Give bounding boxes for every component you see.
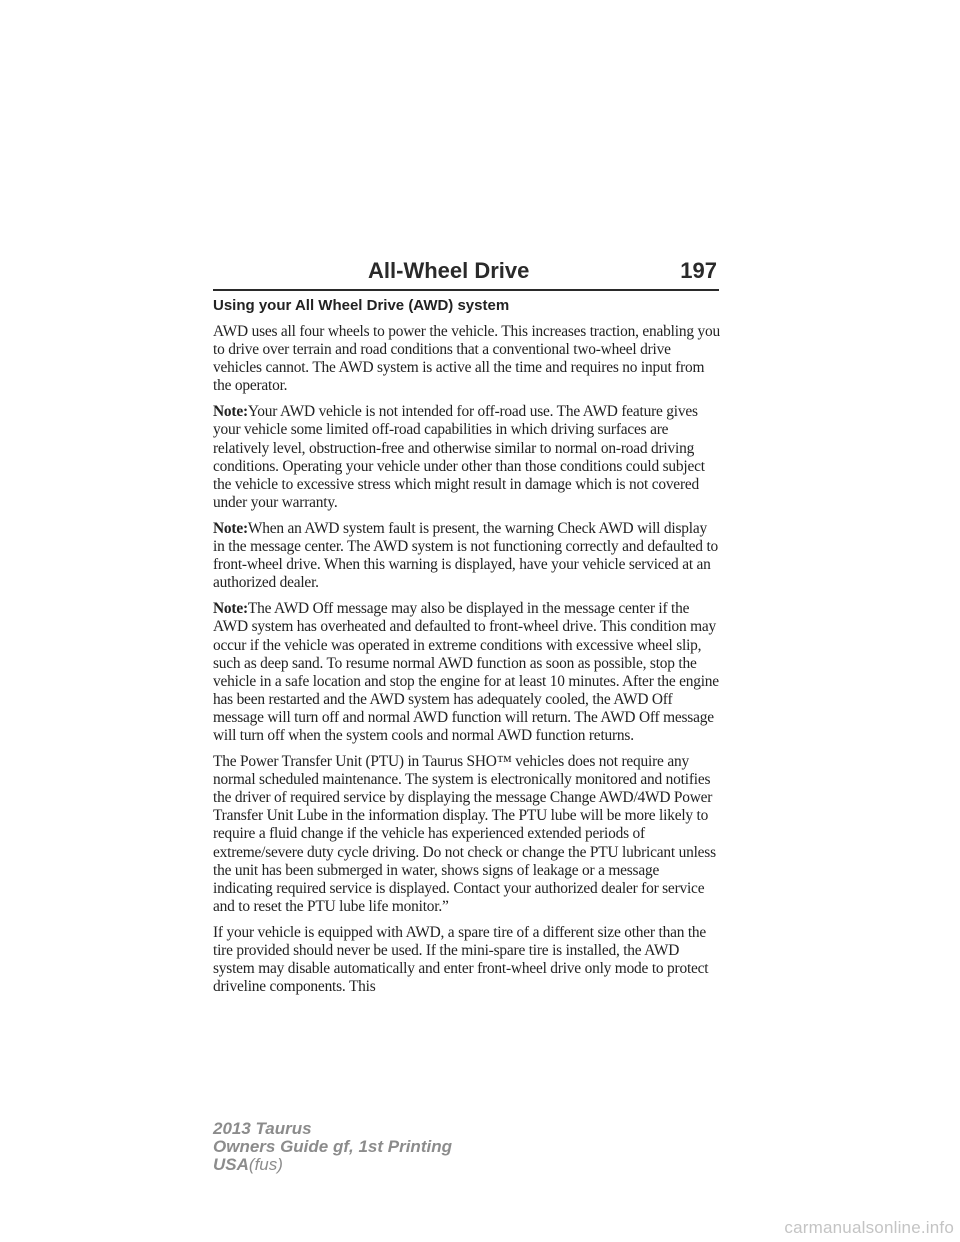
note-label: Note: bbox=[213, 600, 248, 618]
note-text: Your AWD vehicle is not intended for off-road use. The AWD feature gives your vehicle some limited off-road capabilities in which driving surfaces are relatively level, obstruction-free and otherwise similar to normal on-road driving conditions. Operating your vehicle under other than those conditions could subject the vehicle to excessive stress which might result in damage which is not covered under your warranty. bbox=[213, 403, 705, 511]
note-text: When an AWD system fault is present, the warning Check AWD will display in the message center. The AWD system is not functioning correctly and defaulted to front-wheel drive. When this warning is displayed, have your vehicle serviced at an authorized dealer. bbox=[213, 519, 719, 592]
ptu-paragraph: The Power Transfer Unit (PTU) in Taurus SHO™ vehicles does not require any normal scheduled maintenance. The system is electronically monitored and notifies the driver of required service by displaying the message Change AWD/4WD Power Transfer Unit Lube in the information display. The PTU lube will be more likely to require a fluid change if the vehicle has experienced extended periods of extreme/severe duty cycle driving. Do not check or change the PTU lubricant unless the unit has been submerged in water, shows signs of leakage or a message indicating required service is displayed. Contact your authorized dealer for service and to reset the PTU lube life monitor.” bbox=[213, 753, 716, 915]
footer-model: 2013 Taurus bbox=[213, 1119, 312, 1138]
footer-edition: Owners Guide gf, 1st Printing bbox=[213, 1137, 452, 1156]
footer-region-main: USA bbox=[213, 1155, 249, 1174]
page-title: All-Wheel Drive bbox=[368, 258, 530, 283]
footer-region bbox=[213, 1156, 452, 1174]
header-divider bbox=[213, 289, 719, 291]
intro-paragraph: AWD uses all four wheels to power the vehicle. This increases traction, enabling you to drive over terrain and road conditions that a conventional two-wheel drive vehicles cannot. The AWD system is active all the time and requires no input from the operator. bbox=[213, 323, 720, 395]
section-heading: Using your All Wheel Drive (AWD) system bbox=[213, 297, 510, 314]
footer-region-code: (fus) bbox=[248, 1155, 283, 1174]
note-label: Note: bbox=[213, 403, 248, 421]
note-paragraph bbox=[213, 600, 720, 745]
note-paragraph bbox=[213, 520, 720, 592]
note-paragraph bbox=[213, 403, 720, 512]
note-text: The AWD Off message may also be displayed in the message center if the AWD system has overheated and defaulted to front-wheel drive. This condition may occur if the vehicle was operated in extreme conditions with excessive wheel slip, such as deep sand. To resume normal AWD function as soon as possible, stop the vehicle in a safe location and stop the engine for at least 10 minutes. After the engine has been restarted and the AWD system has adequately cooled, the AWD Off message will turn off and normal AWD function will return. The AWD Off message will turn off when the system cools and normal AWD function returns. bbox=[213, 600, 719, 744]
page-number: 197 bbox=[680, 258, 717, 283]
note-label: Note: bbox=[213, 519, 248, 537]
page-content bbox=[213, 297, 720, 1004]
page-footer bbox=[213, 1120, 452, 1174]
watermark: carmanualsonline.info bbox=[784, 1218, 954, 1237]
spare-tire-paragraph: If your vehicle is equipped with AWD, a spare tire of a different size other than the tire provided should never be used. If the mini-spare tire is installed, the AWD system may disable automatically and enter front-wheel drive only mode to protect driveline components. This bbox=[213, 923, 709, 996]
